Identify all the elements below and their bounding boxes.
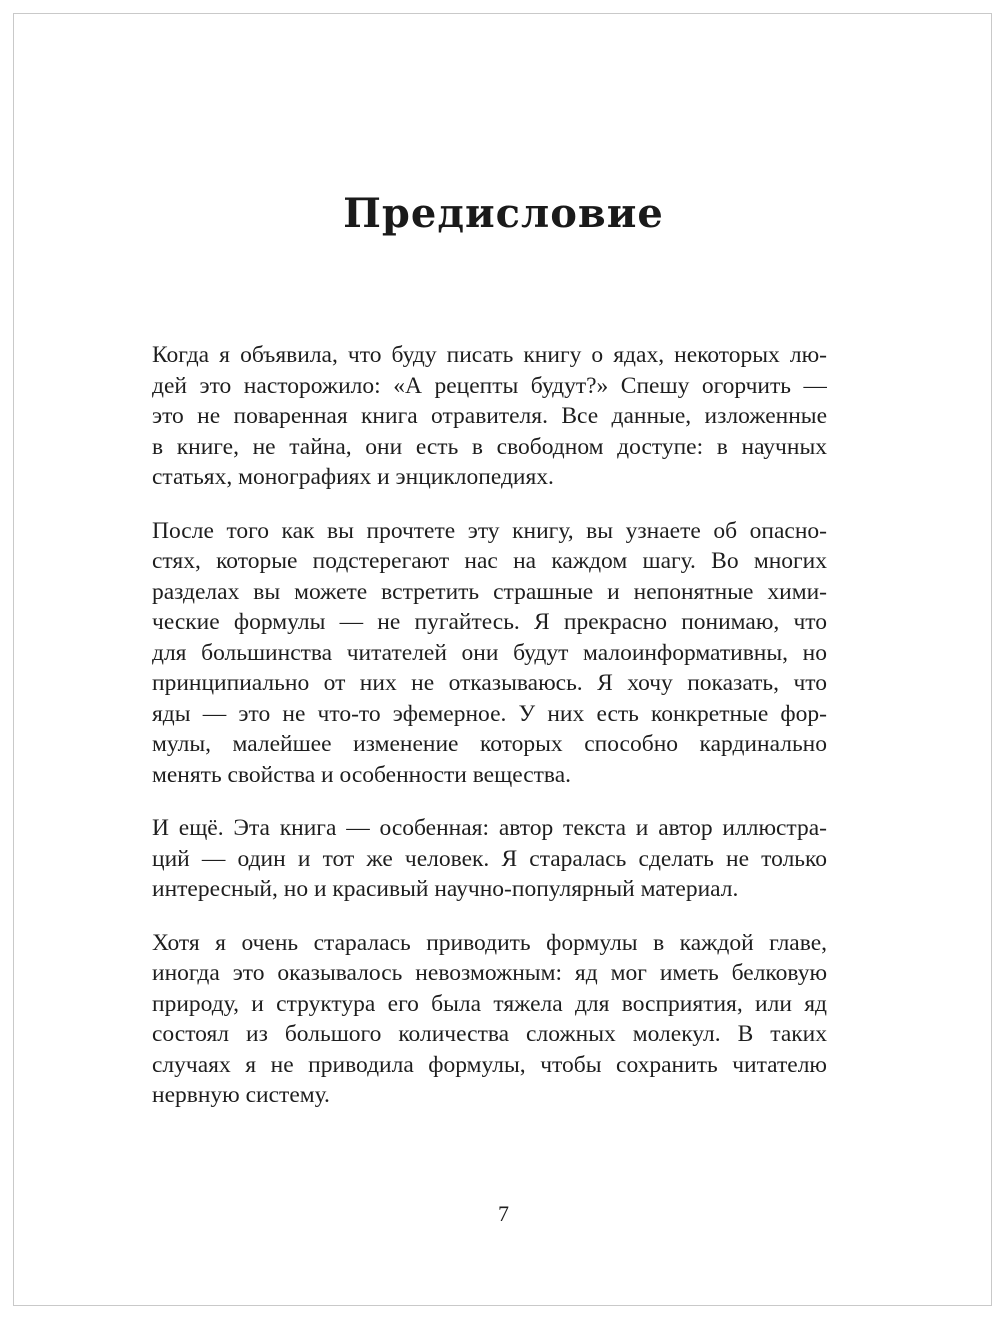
paragraph-1: [152, 340, 827, 493]
text-line: И ещё. Эта книга — особенная: автор текста и автор иллюстра-: [152, 815, 827, 841]
text-line: принципиально от них не отказываюсь. Я хочу показать, что: [152, 670, 827, 696]
text-line: нервную систему.: [152, 1082, 330, 1108]
text-line: Когда я объявила, что буду писать книгу о ядах, некоторых лю-: [152, 342, 827, 368]
text-line: природу, и структура его была тяжела для восприятия, или яд: [152, 990, 827, 1017]
page-number: 7: [498, 1201, 509, 1226]
text-line: стях, которые подстерегают нас на каждом шагу. Во многих: [152, 548, 827, 574]
text-line: менять свойства и особенности вещества.: [152, 761, 572, 788]
text-line: в книге, не тайна, они есть в свободном доступе: в научных: [152, 433, 827, 460]
text-line: иногда это оказывалось невозможным: яд мог иметь белковую: [152, 960, 827, 986]
text-line: статьях, монографиях и энциклопедиях.: [152, 464, 554, 490]
text-line: ческие формулы — не пугайтесь. Я прекрасно понимаю, что: [152, 609, 827, 635]
text-line: интересный, но и красивый научно-популярный материал.: [152, 876, 739, 902]
text-line: разделах вы можете встретить страшные и непонятные хими-: [152, 578, 827, 605]
text-line: мулы, малейшее изменение которых способно кардинально: [152, 731, 827, 757]
text-line: Хотя я очень старалась приводить формулы в каждой главе,: [152, 929, 827, 956]
paragraph-2: [152, 516, 827, 791]
text-line: После того как вы прочтете эту книгу, вы узнаете об опасно-: [152, 517, 827, 544]
chapter-title: Предисловие: [343, 190, 664, 237]
paragraph-3: [152, 813, 827, 905]
paragraph-4: [152, 928, 827, 1111]
text-line: это не поваренная книга отравителя. Все данные, изложенные: [152, 403, 827, 429]
text-line: яды — это не что-то эфемерное. У них есть конкретные фор-: [152, 700, 827, 727]
text-line: для большинства читателей они будут малоинформативны, но: [152, 639, 827, 666]
text-line: случаях я не приводила формулы, чтобы сохранить читателю: [152, 1051, 827, 1078]
text-line: состоял из большого количества сложных молекул. В таких: [152, 1021, 827, 1047]
text-line: ций — один и тот же человек. Я старалась сделать не только: [152, 845, 827, 872]
body-text: [152, 340, 827, 1134]
text-line: дей это насторожило: «А рецепты будут?» Спешу огорчить —: [152, 372, 827, 399]
